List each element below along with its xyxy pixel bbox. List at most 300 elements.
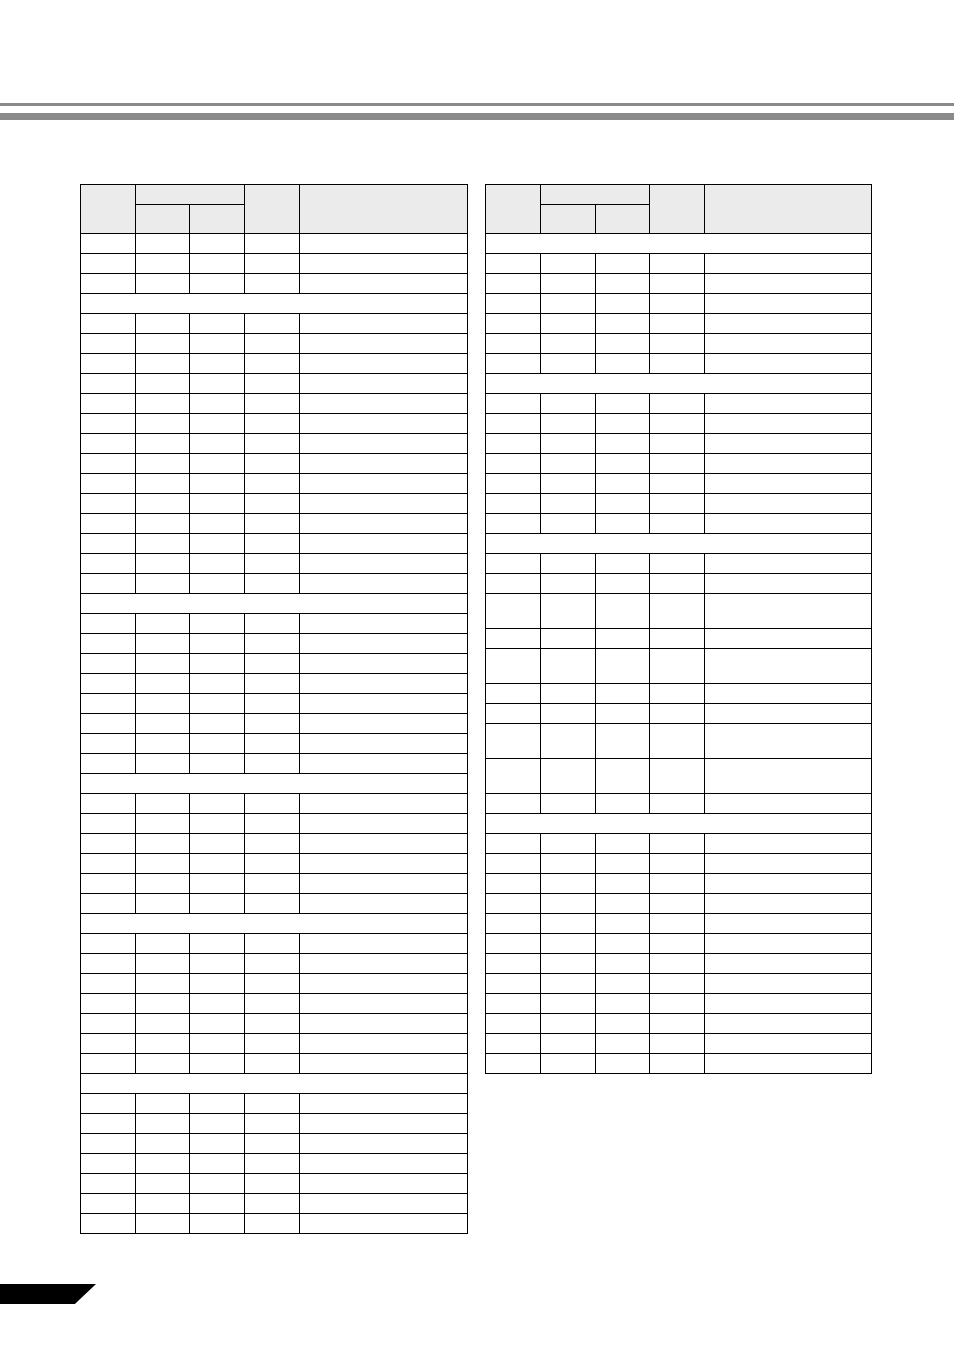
table-cell: [190, 994, 245, 1014]
table-cell: [705, 294, 872, 314]
table-cell: [300, 754, 468, 774]
table-cell: [650, 629, 705, 649]
table-cell: [190, 274, 245, 294]
table-cell: [596, 1054, 650, 1074]
table-cell: [136, 494, 190, 514]
header-thick-rule: [0, 113, 954, 120]
table-cell: [541, 974, 596, 994]
table-cell: [300, 414, 468, 434]
table-cell: [705, 1034, 872, 1054]
table-cell: [136, 514, 190, 534]
table-cell: [705, 334, 872, 354]
table-cell: [541, 1034, 596, 1054]
table-cell: [300, 274, 468, 294]
table-cell: [81, 694, 136, 714]
table-cell: [705, 494, 872, 514]
table-cell: [486, 684, 541, 704]
table-cell: [541, 704, 596, 724]
table-cell: [81, 394, 136, 414]
table-cell: [245, 454, 300, 474]
table-cell: [300, 494, 468, 514]
table-cell: [705, 394, 872, 414]
table-cell: [190, 574, 245, 594]
table-cell: [486, 854, 541, 874]
table-cell: [190, 934, 245, 954]
table-cell: [136, 614, 190, 634]
table-cell: [245, 634, 300, 654]
table-cell: [81, 534, 136, 554]
table-cell: [136, 634, 190, 654]
table-cell: [245, 1154, 300, 1174]
table-cell: [541, 274, 596, 294]
table-cell: [136, 1014, 190, 1034]
table-cell: [190, 954, 245, 974]
table-cell: [81, 1214, 136, 1234]
table-cell: [245, 514, 300, 534]
table-cell: [541, 454, 596, 474]
table-cell: [300, 834, 468, 854]
table-cell: [190, 894, 245, 914]
table-cell: [541, 724, 596, 759]
table-cell: [136, 934, 190, 954]
header-cell: [650, 185, 705, 234]
table-cell: [300, 794, 468, 814]
table-cell: [650, 474, 705, 494]
table-cell: [650, 934, 705, 954]
table-cell: [136, 694, 190, 714]
table-cell: [300, 1114, 468, 1134]
table-cell: [245, 854, 300, 874]
table-cell: [596, 794, 650, 814]
header-cell: [245, 185, 300, 234]
table-cell: [190, 354, 245, 374]
table-cell: [596, 759, 650, 794]
table-cell: [705, 574, 872, 594]
table-cell: [596, 954, 650, 974]
table-cell: [541, 494, 596, 514]
table-cell: [81, 1194, 136, 1214]
table-cell: [81, 354, 136, 374]
table-cell: [81, 1154, 136, 1174]
table-cell: [136, 1194, 190, 1214]
table-cell: [300, 1014, 468, 1034]
table-cell: [136, 254, 190, 274]
table-cell: [81, 454, 136, 474]
table-cell: [245, 654, 300, 674]
table-cell: [541, 414, 596, 434]
table-cell: [300, 954, 468, 974]
table-cell: [190, 754, 245, 774]
table-cell: [486, 254, 541, 274]
table-cell: [596, 914, 650, 934]
table-cell: [81, 874, 136, 894]
table-cell: [300, 974, 468, 994]
left-data-table: [80, 184, 468, 1234]
table-cell: [300, 1174, 468, 1194]
table-cell: [596, 514, 650, 534]
table-cell: [596, 724, 650, 759]
header-cell: [541, 185, 650, 205]
table-cell: [136, 1034, 190, 1054]
table-cell: [705, 454, 872, 474]
table-cell: [300, 814, 468, 834]
table-cell: [300, 1094, 468, 1114]
table-cell: [245, 534, 300, 554]
table-cell: [300, 1194, 468, 1214]
table-cell: [596, 1014, 650, 1034]
table-cell: [190, 514, 245, 534]
table-cell: [81, 734, 136, 754]
table-cell: [136, 474, 190, 494]
table-cell: [81, 334, 136, 354]
table-cell: [486, 434, 541, 454]
table-cell: [705, 974, 872, 994]
table-cell: [541, 914, 596, 934]
table-cell: [596, 354, 650, 374]
table-cell: [81, 1114, 136, 1134]
table-cell: [541, 934, 596, 954]
table-cell: [190, 554, 245, 574]
table-cell: [136, 734, 190, 754]
header-thin-rule: [0, 103, 954, 106]
table-cell: [705, 914, 872, 934]
table-cell: [300, 874, 468, 894]
table-cell: [81, 1174, 136, 1194]
table-cell: [81, 674, 136, 694]
table-cell: [486, 334, 541, 354]
table-cell: [190, 814, 245, 834]
table-cell: [300, 674, 468, 694]
table-cell: [705, 649, 872, 684]
table-cell: [81, 514, 136, 534]
table-cell: [190, 614, 245, 634]
table-cell: [486, 874, 541, 894]
table-cell: [705, 794, 872, 814]
table-cell: [136, 234, 190, 254]
table-cell: [245, 254, 300, 274]
table-cell: [541, 834, 596, 854]
table-cell: [190, 1014, 245, 1034]
table-cell: [486, 294, 541, 314]
table-cell: [136, 874, 190, 894]
table-cell: [245, 974, 300, 994]
table-cell: [650, 954, 705, 974]
table-cell: [596, 454, 650, 474]
table-cell: [486, 274, 541, 294]
table-cell: [541, 574, 596, 594]
table-cell: [486, 724, 541, 759]
table-cell: [596, 684, 650, 704]
table-cell: [136, 654, 190, 674]
table-cell: [81, 1094, 136, 1114]
table-cell: [705, 994, 872, 1014]
table-cell: [81, 714, 136, 734]
table-cell: [300, 534, 468, 554]
table-cell: [300, 734, 468, 754]
table-cell: [300, 1034, 468, 1054]
table-cell: [245, 954, 300, 974]
table-cell: [705, 854, 872, 874]
table-cell: [486, 994, 541, 1014]
table-cell: [245, 734, 300, 754]
table-cell: [486, 394, 541, 414]
table-cell: [486, 1034, 541, 1054]
table-cell: [136, 974, 190, 994]
table-cell: [541, 354, 596, 374]
table-cell: [190, 394, 245, 414]
table-cell: [81, 934, 136, 954]
table-cell: [486, 494, 541, 514]
table-cell: [245, 474, 300, 494]
table-cell: [81, 614, 136, 634]
table-cell: [486, 314, 541, 334]
table-cell: [541, 434, 596, 454]
table-cell: [705, 274, 872, 294]
table-cell: [136, 354, 190, 374]
table-cell: [245, 714, 300, 734]
table-cell: [190, 654, 245, 674]
table-cell: [190, 1034, 245, 1054]
table-cell: [136, 1214, 190, 1234]
table-cell: [705, 1014, 872, 1034]
table-cell: [541, 394, 596, 414]
table-cell: [486, 574, 541, 594]
table-cell: [650, 649, 705, 684]
table-cell: [650, 854, 705, 874]
table-cell: [136, 434, 190, 454]
table-cell: [245, 694, 300, 714]
table-cell: [245, 334, 300, 354]
table-cell: [300, 254, 468, 274]
table-cell: [650, 594, 705, 629]
table-cell: [81, 894, 136, 914]
table-cell: [596, 649, 650, 684]
table-cell: [596, 434, 650, 454]
table-cell: [650, 294, 705, 314]
table-cell: [486, 894, 541, 914]
table-cell: [705, 554, 872, 574]
table-cell: [650, 414, 705, 434]
table-cell: [81, 1134, 136, 1154]
table-cell: [190, 1214, 245, 1234]
table-cell: [705, 684, 872, 704]
table-cell: [300, 474, 468, 494]
table-cell: [81, 234, 136, 254]
table-cell: [650, 874, 705, 894]
table-cell: [136, 274, 190, 294]
table-cell: [541, 874, 596, 894]
table-cell: [300, 654, 468, 674]
table-cell: [300, 614, 468, 634]
table-cell: [705, 1054, 872, 1074]
table-cell: [245, 554, 300, 574]
table-cell: [650, 704, 705, 724]
table-cell: [596, 834, 650, 854]
table-cell: [650, 1054, 705, 1074]
table-cell: [300, 454, 468, 474]
table-cell: [81, 854, 136, 874]
table-cell: [245, 994, 300, 1014]
table-cell: [541, 854, 596, 874]
table-cell: [300, 694, 468, 714]
table-cell: [136, 534, 190, 554]
table-cell: [596, 394, 650, 414]
table-cell: [245, 934, 300, 954]
table-cell: [486, 594, 541, 629]
table-cell: [541, 649, 596, 684]
table-cell: [136, 374, 190, 394]
table-cell: [136, 1114, 190, 1134]
table-cell: [245, 314, 300, 334]
table-cell: [705, 704, 872, 724]
table-cell: [541, 1014, 596, 1034]
table-cell: [541, 594, 596, 629]
table-cell: [190, 1054, 245, 1074]
table-cell: [596, 594, 650, 629]
table-cell: [596, 474, 650, 494]
table-cell: [596, 974, 650, 994]
table-cell: [81, 814, 136, 834]
table-cell: [245, 674, 300, 694]
table-cell: [486, 704, 541, 724]
table-cell: [596, 554, 650, 574]
table-cell: [650, 1014, 705, 1034]
table-cell: [486, 954, 541, 974]
table-cell: [136, 994, 190, 1014]
table-cell: [650, 974, 705, 994]
table-cell: [136, 414, 190, 434]
table-cell: [541, 254, 596, 274]
table-cell: [541, 334, 596, 354]
table-cell: [596, 254, 650, 274]
table-cell: [596, 629, 650, 649]
table-cell: [245, 234, 300, 254]
table-cell: [190, 1154, 245, 1174]
table-cell: [190, 474, 245, 494]
table-cell: [190, 794, 245, 814]
table-cell: [81, 954, 136, 974]
table-cell: [245, 1094, 300, 1114]
table-cell: [541, 629, 596, 649]
table-cell: [245, 394, 300, 414]
table-cell: [81, 274, 136, 294]
table-cell: [245, 1134, 300, 1154]
table-cell: [596, 494, 650, 514]
table-cell: [190, 434, 245, 454]
table-cell: [136, 454, 190, 474]
header-cell: [486, 185, 541, 234]
header-cell: [81, 185, 136, 234]
table-cell: [300, 714, 468, 734]
section-row: [486, 814, 872, 834]
table-cell: [81, 834, 136, 854]
table-cell: [650, 684, 705, 704]
table-cell: [245, 754, 300, 774]
table-cell: [190, 674, 245, 694]
table-cell: [596, 274, 650, 294]
table-cell: [190, 1194, 245, 1214]
table-cell: [190, 374, 245, 394]
table-cell: [190, 1134, 245, 1154]
table-cell: [136, 894, 190, 914]
table-cell: [245, 1114, 300, 1134]
table-cell: [486, 414, 541, 434]
table-cell: [650, 254, 705, 274]
table-cell: [300, 634, 468, 654]
table-cell: [300, 434, 468, 454]
table-cell: [300, 1134, 468, 1154]
table-cell: [705, 514, 872, 534]
table-cell: [486, 1054, 541, 1074]
table-cell: [486, 914, 541, 934]
table-cell: [136, 1134, 190, 1154]
table-cell: [190, 494, 245, 514]
table-cell: [705, 629, 872, 649]
table-cell: [245, 614, 300, 634]
table-cell: [705, 354, 872, 374]
table-cell: [705, 874, 872, 894]
table-cell: [705, 834, 872, 854]
table-cell: [541, 954, 596, 974]
table-cell: [245, 1214, 300, 1234]
table-cell: [541, 294, 596, 314]
table-cell: [81, 1034, 136, 1054]
table-cell: [541, 1054, 596, 1074]
header-cell: [705, 185, 872, 234]
table-cell: [650, 724, 705, 759]
header-cell: [300, 185, 468, 234]
table-cell: [190, 634, 245, 654]
table-cell: [486, 974, 541, 994]
table-cell: [650, 554, 705, 574]
table-cell: [190, 334, 245, 354]
table-cell: [650, 574, 705, 594]
table-cell: [136, 574, 190, 594]
table-cell: [650, 894, 705, 914]
table-cell: [486, 514, 541, 534]
header-subcell: [541, 205, 596, 234]
table-cell: [190, 254, 245, 274]
table-cell: [596, 994, 650, 1014]
table-cell: [136, 794, 190, 814]
table-cell: [596, 894, 650, 914]
table-cell: [486, 474, 541, 494]
table-cell: [650, 434, 705, 454]
table-cell: [650, 1034, 705, 1054]
table-cell: [596, 874, 650, 894]
table-cell: [596, 704, 650, 724]
table-cell: [486, 454, 541, 474]
section-row: [486, 374, 872, 394]
table-cell: [81, 414, 136, 434]
section-row: [81, 594, 468, 614]
table-cell: [596, 574, 650, 594]
table-cell: [486, 934, 541, 954]
table-cell: [705, 254, 872, 274]
table-cell: [245, 494, 300, 514]
table-cell: [300, 554, 468, 574]
table-cell: [541, 514, 596, 534]
table-cell: [190, 714, 245, 734]
table-cell: [596, 934, 650, 954]
table-cell: [541, 684, 596, 704]
table-cell: [136, 394, 190, 414]
table-cell: [650, 834, 705, 854]
table-cell: [190, 874, 245, 894]
table-cell: [245, 274, 300, 294]
table-cell: [245, 414, 300, 434]
table-cell: [705, 434, 872, 454]
